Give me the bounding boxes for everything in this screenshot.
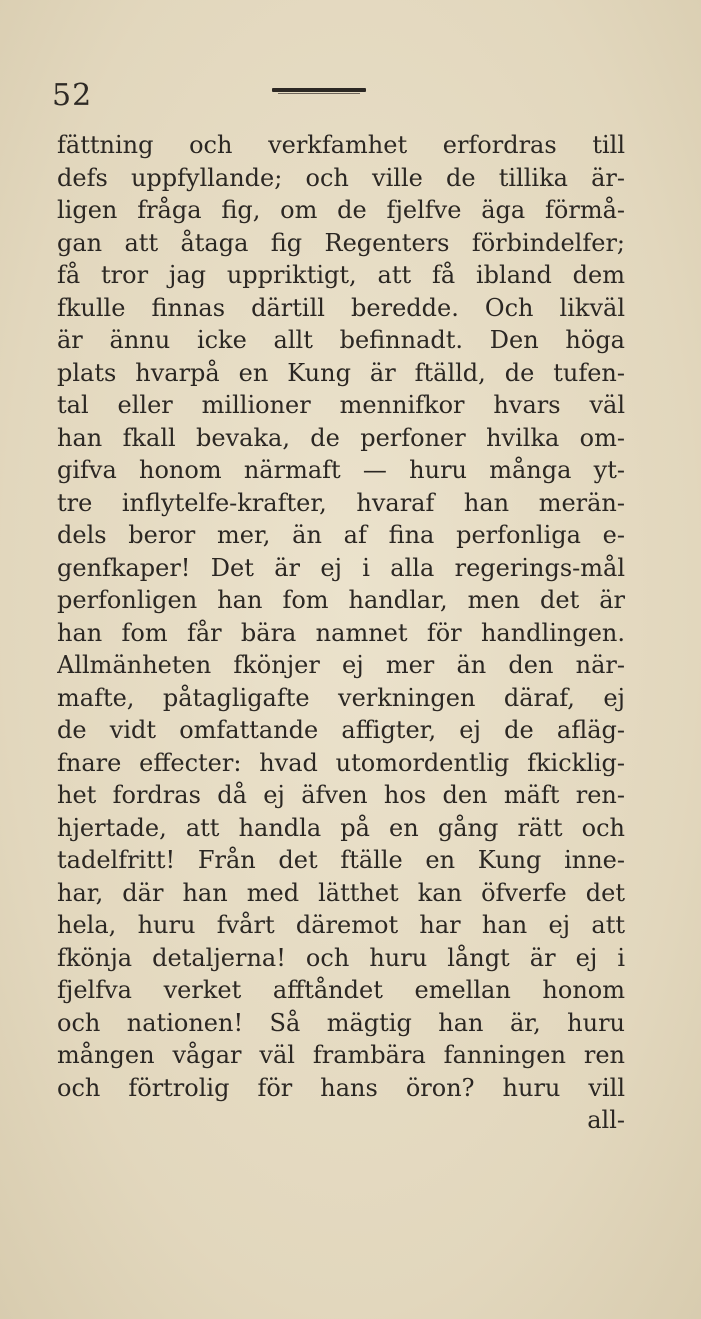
text-line: och förtrolig för hans öron? huru vill <box>57 1073 625 1102</box>
text-line: han fom får bära namnet för handlingen. <box>57 618 625 647</box>
text-line: dels beror mer, än af fina perfonliga e- <box>57 521 625 549</box>
text-line: fkönja detaljerna! och huru långt är ej i <box>57 943 625 972</box>
catchword: all- <box>587 1106 625 1134</box>
text-line: har, där han med lätthet kan öfverfe det <box>57 878 625 907</box>
text-line: fkulle finnas därtill beredde. Och likväl <box>57 293 625 322</box>
text-line: han fkall bevaka, de perfoner hvilka om- <box>57 423 625 452</box>
text-line: plats hvarpå en Kung är ftälld, de tufen- <box>57 358 625 387</box>
text-line: het fordras då ej äfven hos den mäft ren- <box>57 781 625 809</box>
text-line: gifva honom närmaft — huru många yt- <box>57 456 625 484</box>
text-line: de vidt omfattande affigter, ej de afläg- <box>57 716 625 744</box>
page-number: 52 <box>52 78 93 113</box>
text-line: mången vågar väl frambära fanningen ren <box>57 1041 625 1069</box>
text-line: Allmänheten fkönjer ej mer än den när- <box>57 651 625 679</box>
text-line: hela, huru fvårt däremot har han ej att <box>57 911 625 939</box>
text-line: är ännu icke allt befinnadt. Den höga <box>57 326 625 354</box>
text-line: perfonligen han fom handlar, men det är <box>57 586 625 614</box>
text-line: fnare effecter: hvad utomordentlig fkicklig- <box>57 748 625 777</box>
text-line: ligen fråga fig, om de fjelfve äga förmå- <box>57 196 625 224</box>
text-line: hjertade, att handla på en gång rätt och <box>57 813 625 842</box>
text-line: fättning och verkfamhet erfordras till <box>57 131 625 159</box>
text-line: tadelfritt! Från det ftälle en Kung inne- <box>57 846 625 874</box>
text-line: få tror jag uppriktigt, att få ibland dem <box>57 261 625 289</box>
text-line: fjelfva verket afftåndet emellan honom <box>57 976 625 1004</box>
header-rule <box>272 88 366 92</box>
body-text <box>57 129 625 1137</box>
text-line: tal eller millioner mennifkor hvars väl <box>57 391 625 419</box>
text-line: tre inflytelfe-krafter, hvaraf han merän- <box>57 488 625 517</box>
text-line: gan att åtaga fig Regenters förbindelfer; <box>57 228 625 257</box>
text-line: defs uppfyllande; och ville de tillika är- <box>57 163 625 192</box>
text-line: och nationen! Så mägtig han är, huru <box>57 1008 625 1037</box>
text-line: genfkaper! Det är ej i alla regerings-mål <box>57 553 625 582</box>
text-line: mafte, påtagligafte verkningen däraf, ej <box>57 683 625 712</box>
